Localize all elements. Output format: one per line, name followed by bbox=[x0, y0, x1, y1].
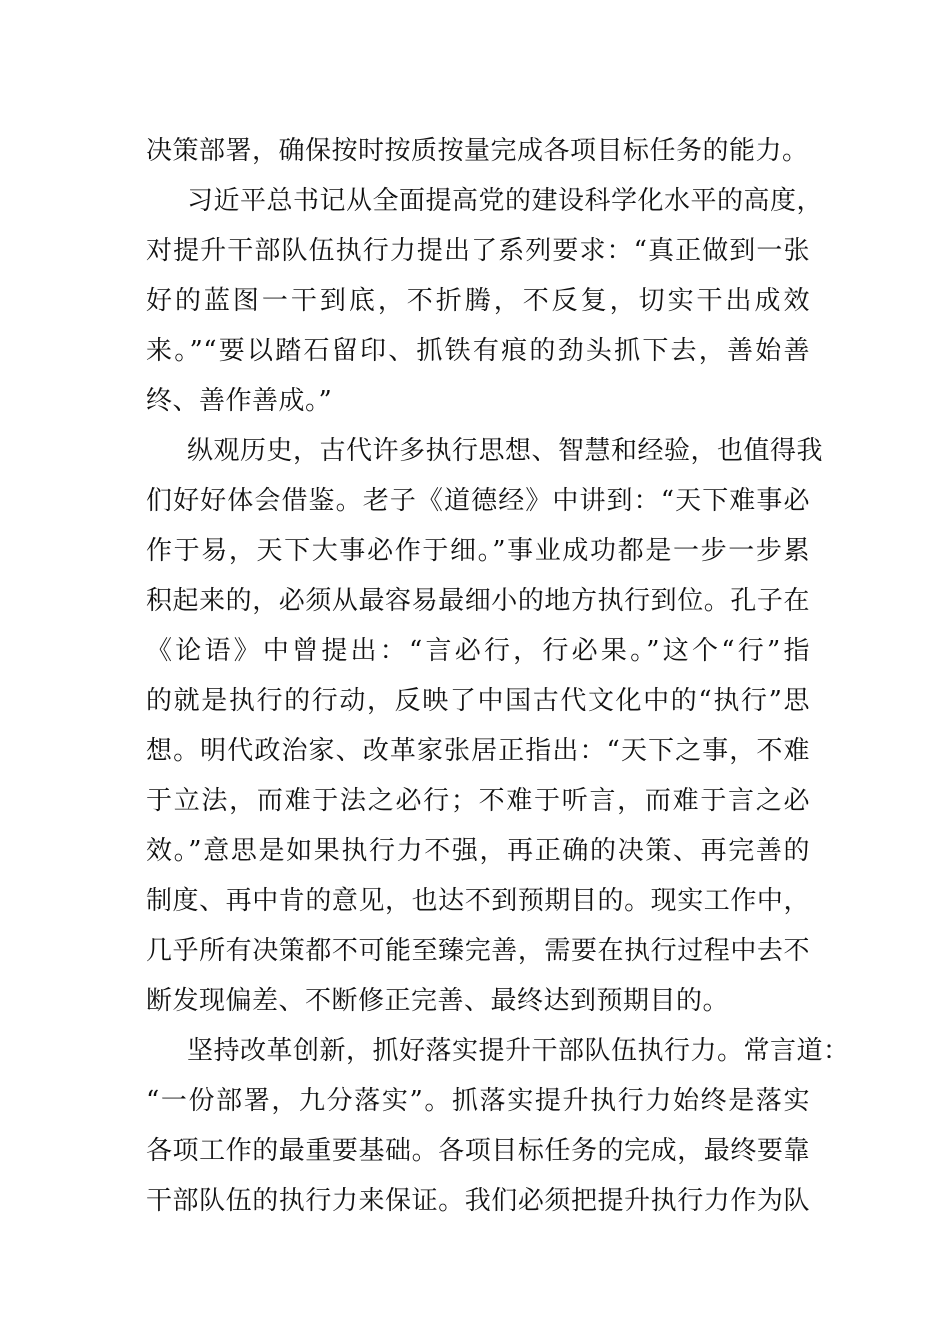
text-line: 坚持改革创新，抓好落实提升干部队伍执行力。常言道： bbox=[187, 1036, 850, 1066]
text-line: 效。”意思是如果执行力不强，再正确的决策、再完善的 bbox=[146, 836, 810, 866]
text-line: 们好好体会借鉴。老子《道德经》中讲到：“天下难事必 bbox=[146, 486, 810, 516]
text-line: 积起来的，必须从最容易最细小的地方执行到位。孔子在 bbox=[146, 586, 810, 616]
text-line: 制度、再中肯的意见，也达不到预期目的。现实工作中， bbox=[146, 886, 810, 916]
body-text bbox=[146, 126, 850, 1226]
text-line: 《论语》中曾提出：“言必行，行必果。”这个“行”指 bbox=[146, 636, 810, 666]
text-line: 于立法，而难于法之必行；不难于听言，而难于言之必 bbox=[146, 786, 810, 816]
text-line: 对提升干部队伍执行力提出了系列要求：“真正做到一张 bbox=[146, 236, 810, 266]
text-line: 作于易，天下大事必作于细。”事业成功都是一步一步累 bbox=[146, 536, 810, 566]
text-line: 习近平总书记从全面提高党的建设科学化水平的高度， bbox=[187, 186, 824, 216]
text-line: 想。明代政治家、改革家张居正指出：“天下之事，不难 bbox=[146, 736, 810, 766]
text-line: 来。”“要以踏石留印、抓铁有痕的劲头抓下去，善始善 bbox=[146, 336, 810, 366]
text-line: 决策部署，确保按时按质按量完成各项目标任务的能力。 bbox=[146, 136, 809, 166]
text-line: 纵观历史，古代许多执行思想、智慧和经验，也值得我 bbox=[187, 436, 824, 466]
text-line: 几乎所有决策都不可能至臻完善，需要在执行过程中去不 bbox=[146, 936, 810, 966]
text-line: 终、善作善成。” bbox=[146, 386, 333, 416]
text-line: 的就是执行的行动，反映了中国古代文化中的“执行”思 bbox=[146, 686, 810, 716]
text-line: 好的蓝图一干到底，不折腾，不反复，切实干出成效 bbox=[146, 286, 810, 316]
text-line: 干部队伍的执行力来保证。我们必须把提升执行力作为队 bbox=[146, 1186, 810, 1216]
text-line: 断发现偏差、不断修正完善、最终达到预期目的。 bbox=[146, 986, 730, 1016]
text-line: 各项工作的最重要基础。各项目标任务的完成，最终要靠 bbox=[146, 1136, 810, 1166]
text-line: “一份部署，九分落实”。抓落实提升执行力始终是落实 bbox=[146, 1086, 810, 1116]
